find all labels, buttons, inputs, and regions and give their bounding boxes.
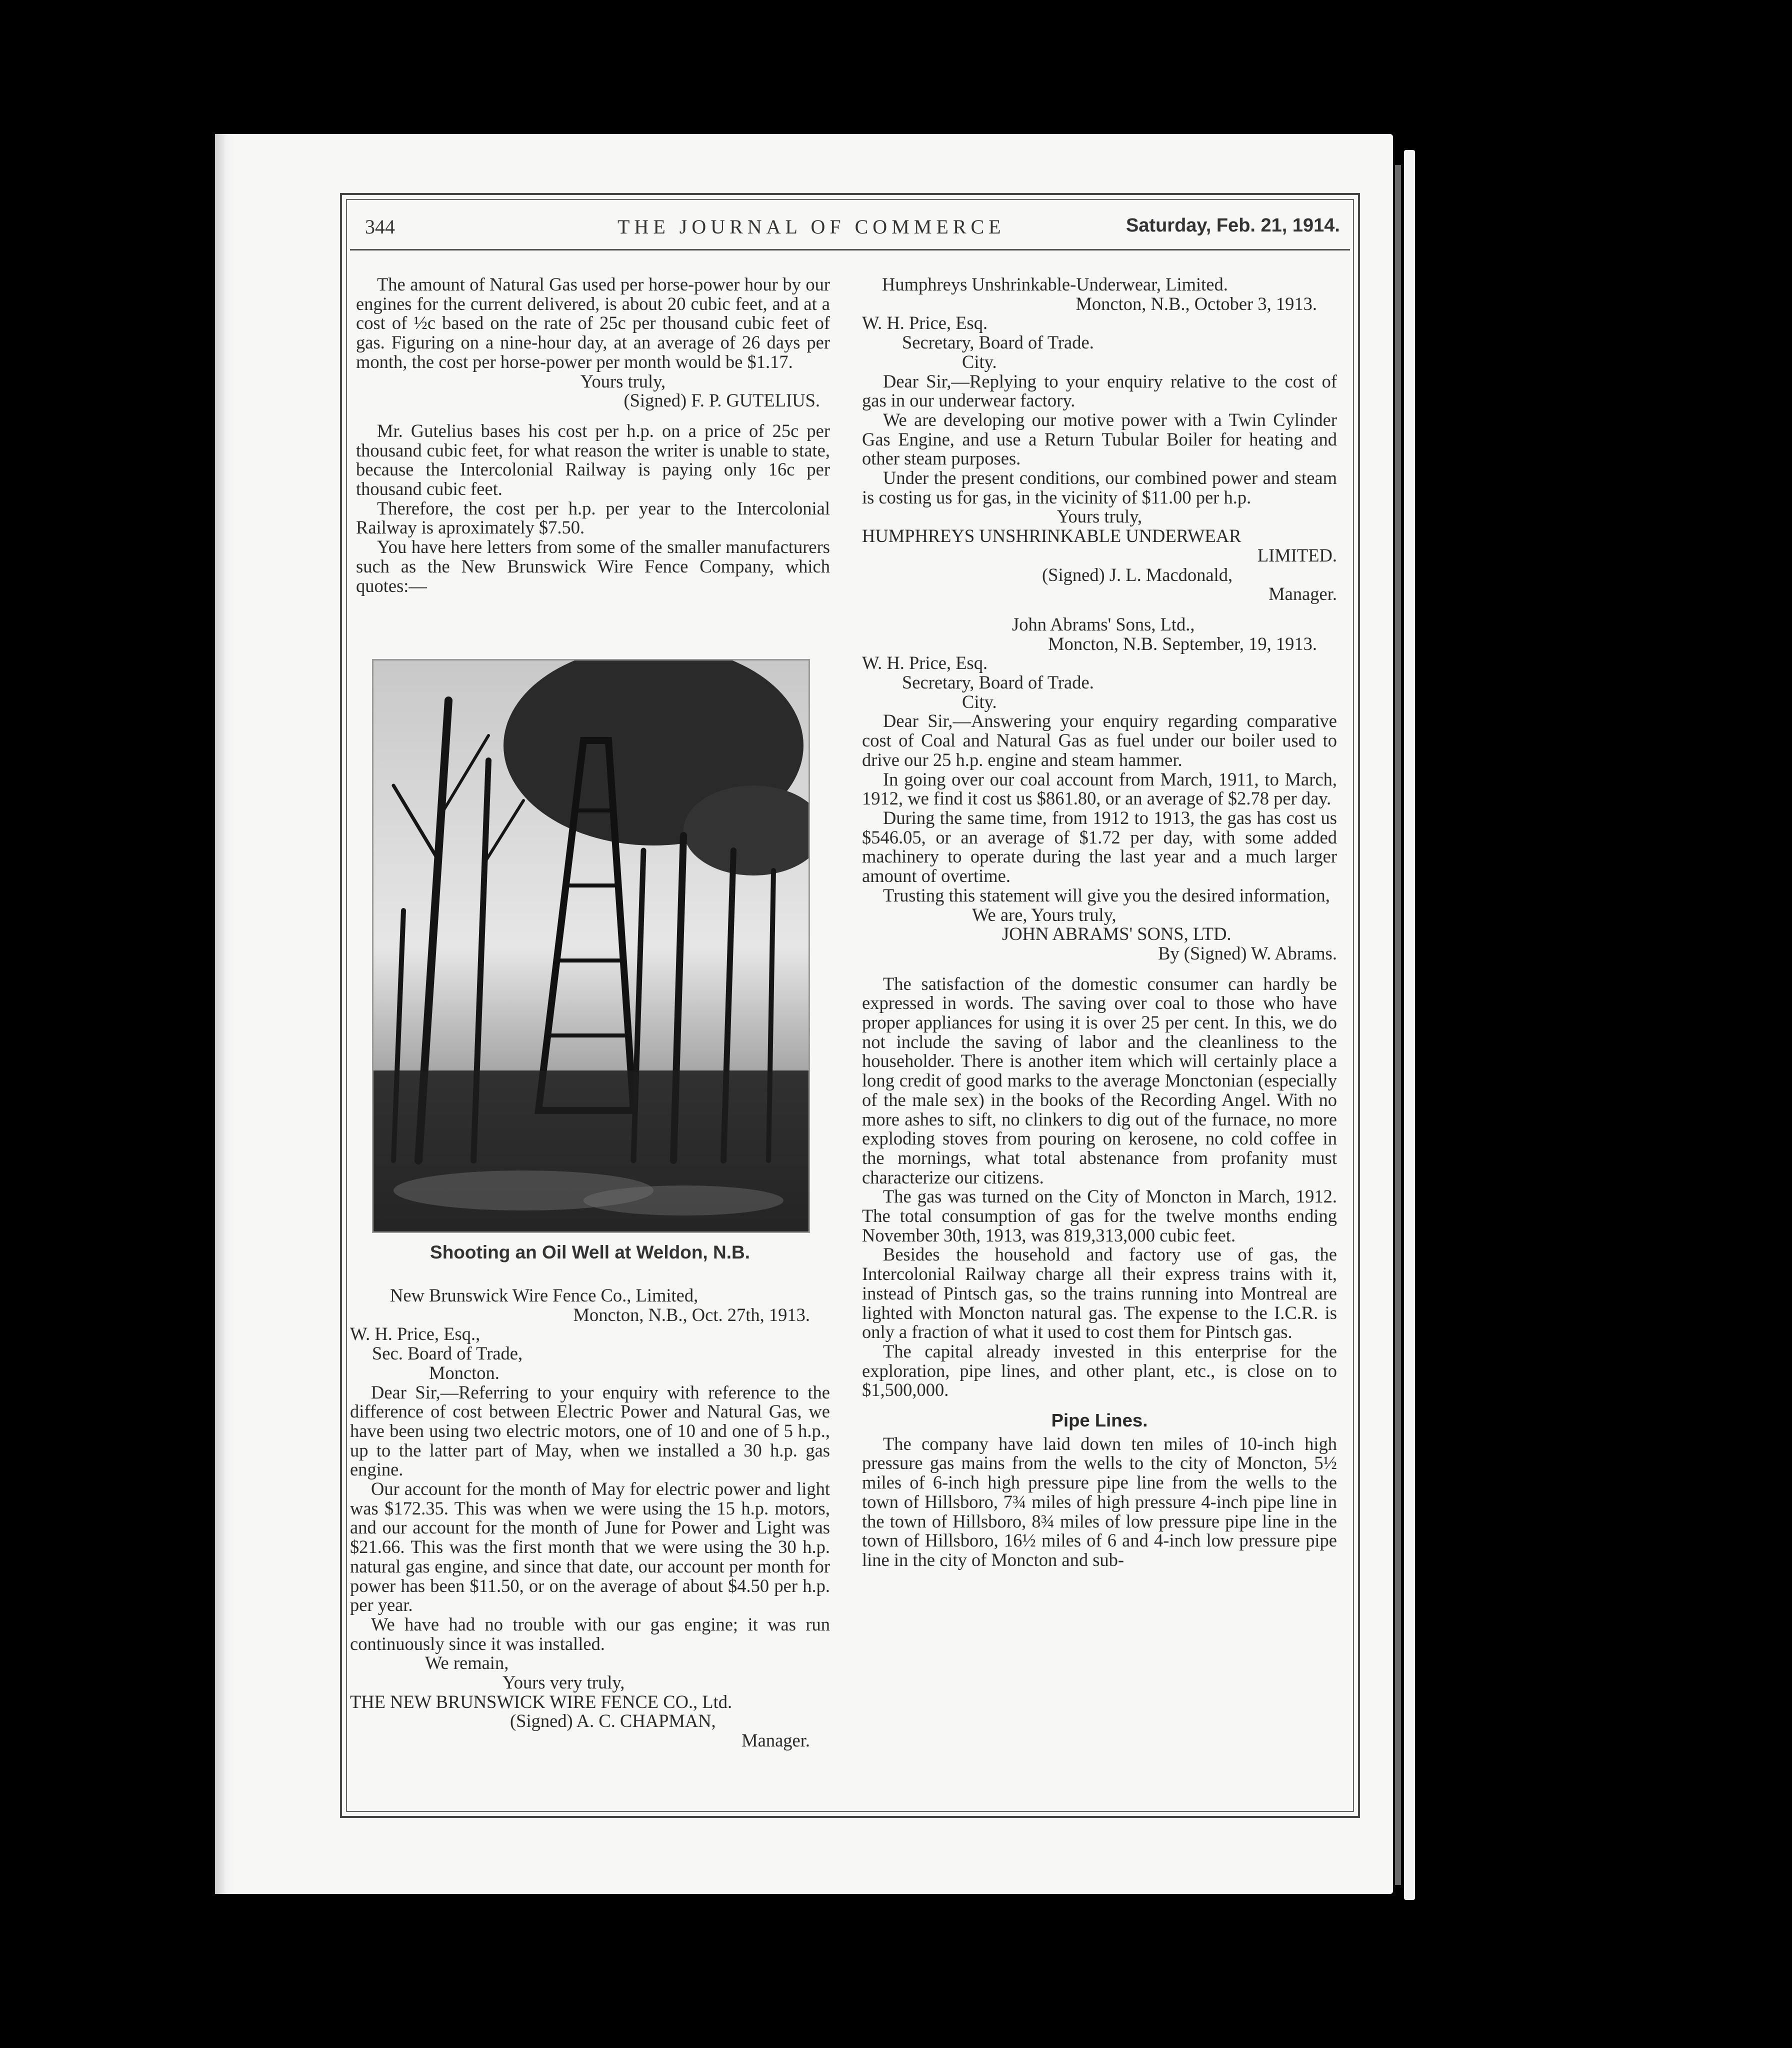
letter-date: Moncton, N.B., Oct. 27th, 1913. bbox=[573, 1304, 810, 1325]
paragraph: You have here letters from some of the smaller manufacturers such as the New Brunswick Wire Fence Company, which quotes:— bbox=[356, 536, 830, 596]
paragraph: We are developing our motive power with a Twin Cylinder Gas Engine, and use a Return Tubular Boiler for heating and other steam purposes. bbox=[862, 409, 1337, 469]
section-heading: Pipe Lines. bbox=[1051, 1410, 1148, 1431]
page-edge bbox=[215, 134, 235, 1894]
signature-company: JOHN ABRAMS' SONS, LTD. bbox=[1002, 924, 1232, 944]
paragraph: Besides the household and factory use of gas, the Intercolonial Railway charge all their express trains with it, instead of Pintsch gas, so the trains running into Montreal are lighted with Moncton natural gas. The expense to the I.C.R. is only a fraction of what it used to cost them for Pintsch gas. bbox=[862, 1244, 1337, 1342]
paragraph: Mr. Gutelius bases his cost per h.p. on a price of 25c per thousand cubic feet, for what reason the writer is unable to state, because the Intercolonial Railway is paying only 16c per thousand cubic feet. bbox=[356, 420, 830, 500]
signature-company: THE NEW BRUNSWICK WIRE FENCE CO., Ltd. bbox=[350, 1691, 732, 1712]
next-page-shadow bbox=[1395, 165, 1401, 1885]
letterhead: Humphreys Unshrinkable-Underwear, Limited. bbox=[882, 274, 1228, 294]
paragraph: Therefore, the cost per h.p. per year to the Intercolonial Railway is aproximately $7.50. bbox=[356, 498, 830, 538]
letterhead: John Abrams' Sons, Ltd., bbox=[1012, 614, 1195, 634]
signature: (Signed) F. P. GUTELIUS. bbox=[624, 390, 820, 411]
paragraph: Dear Sir,—Replying to your enquiry relative to the cost of gas in our underwear factory. bbox=[862, 370, 1337, 411]
closing: Yours truly, bbox=[580, 370, 666, 392]
paragraph: Dear Sir,—Referring to your enquiry with reference to the difference of cost between Electric Power and Natural Gas, we have been using two electric motors, one of 10 and one of 5 h.p., up to the latter part of May, when we installed a 30 h.p. gas engine. bbox=[350, 1382, 830, 1480]
addressee-title: Sec. Board of Trade, bbox=[372, 1343, 523, 1364]
paragraph: The amount of Natural Gas used per horse-power hour by our engines for the current delivered, is about 20 cubic feet, and at a cost of ½c based on the rate of 25c per thousand cubic feet of gas. Figuring on a nine-hour day, at an average of 26 days per month, the cost per horse-power per month would be $1.17. bbox=[356, 274, 830, 372]
addressee: W. H. Price, Esq. bbox=[862, 652, 988, 674]
paragraph: Dear Sir,—Answering your enquiry regarding comparative cost of Coal and Natural Gas as fuel under our boiler used to drive our 25 h.p. engine and steam hammer. bbox=[862, 710, 1337, 770]
signature-title: Manager. bbox=[742, 1730, 810, 1751]
addressee-city: City. bbox=[962, 351, 997, 372]
signature: By (Signed) W. Abrams. bbox=[1158, 942, 1337, 964]
paragraph: The company have laid down ten miles of 10-inch high pressure gas mains from the wells to the city of Moncton, 5½ miles of 6-inch high pressure pipe line from the wells to the town of Hillsboro, 7¾ miles of high pressure 4-inch pipe line in the town of Hillsboro, 8¾ miles of low pressure pipe line in the town of Hillsboro, 16½ miles of 6 and 4-inch low pressure pipe line in the city of Moncton and sub- bbox=[862, 1433, 1337, 1570]
journal-title: THE JOURNAL OF COMMERCE bbox=[618, 216, 1006, 238]
left-column-top bbox=[356, 275, 830, 596]
left-column-bottom bbox=[350, 1286, 830, 1750]
oil-well-photo bbox=[372, 659, 810, 1233]
photo-caption: Shooting an Oil Well at Weldon, N.B. bbox=[430, 1242, 750, 1262]
paragraph: Trusting this statement will give you the desired information, bbox=[883, 884, 1330, 906]
page-number: 344 bbox=[365, 216, 395, 238]
letter-date: Moncton, N.B., October 3, 1913. bbox=[1076, 293, 1317, 314]
issue-date: Saturday, Feb. 21, 1914. bbox=[1126, 215, 1340, 236]
paragraph: We have had no trouble with our gas engine; it was run continuously since it was installed. bbox=[350, 1614, 830, 1654]
paragraph: During the same time, from 1912 to 1913, the gas has cost us $546.05, or an average of $1.72 per day, with some added machinery to operate during the last year and a much larger amount of overtime. bbox=[862, 807, 1337, 886]
addressee-city: City. bbox=[962, 691, 997, 712]
closing: Yours very truly, bbox=[502, 1672, 625, 1693]
addressee: W. H. Price, Esq. bbox=[862, 312, 988, 334]
paragraph: In going over our coal account from March, 1911, to March, 1912, we find it cost us $861.80, or an average of $2.78 per day. bbox=[862, 768, 1337, 809]
closing: We are, Yours truly, bbox=[972, 904, 1116, 925]
paragraph: The capital already invested in this enterprise for the exploration, pipe lines, and other plant, etc., is close on to $1,500,000. bbox=[862, 1340, 1337, 1400]
addressee-city: Moncton. bbox=[429, 1362, 500, 1383]
signature-title: Manager. bbox=[1268, 584, 1337, 604]
addressee-title: Secretary, Board of Trade. bbox=[902, 672, 1094, 693]
header-rule bbox=[350, 249, 1350, 250]
closing: Yours truly, bbox=[1056, 506, 1142, 527]
signature: (Signed) A. C. CHAPMAN, bbox=[510, 1710, 716, 1732]
paragraph: Under the present conditions, our combined power and steam is costing us for gas, in the vicinity of $11.00 per h.p. bbox=[862, 468, 1337, 508]
letterhead: New Brunswick Wire Fence Co., Limited, bbox=[390, 1285, 698, 1306]
addressee-title: Secretary, Board of Trade. bbox=[902, 332, 1094, 353]
letter-date: Moncton, N.B. September, 19, 1913. bbox=[1048, 633, 1317, 654]
paragraph: The satisfaction of the domestic consumer can hardly be expressed in words. The saving over coal to those who have proper appliances for using it is over 25 per cent. In this, we do not include the saving of labor and the cleanliness to the householder. There is another item which will certainly place a long credit of good marks to the average Monctonian (especially of the male sex) in the books of the Recording Angel. With no more ashes to sift, no clinkers to dig out of the furnace, no more exploding stoves from pouring on kerosene, no cold coffee in the mornings, what total abstenance from profanity must characterize our citizens. bbox=[862, 973, 1337, 1188]
next-page-edge bbox=[1404, 150, 1415, 1900]
paragraph: Our account for the month of May for electric power and light was $172.35. This was when we were using the 15 h.p. motors, and our account for the month of June for Power and Light was $21.66. This was the first month that we were using the 30 h.p. natural gas engine, and since that date, our account per month for power has been $11.50, or on the average of about $4.50 per h.p. per year. bbox=[350, 1478, 830, 1616]
running-header bbox=[350, 210, 1350, 250]
right-column bbox=[862, 275, 1337, 1570]
signature: (Signed) J. L. Macdonald, bbox=[1042, 564, 1233, 585]
signature-company: LIMITED. bbox=[1257, 544, 1337, 566]
signature-company: HUMPHREYS UNSHRINKABLE UNDERWEAR bbox=[862, 526, 1242, 546]
closing: We remain, bbox=[425, 1652, 509, 1674]
paragraph: The gas was turned on the City of Moncton in March, 1912. The total consumption of gas for the twelve months ending November 30th, 1913, was 819,313,000 cubic feet. bbox=[862, 1186, 1337, 1246]
addressee: W. H. Price, Esq., bbox=[350, 1324, 480, 1344]
